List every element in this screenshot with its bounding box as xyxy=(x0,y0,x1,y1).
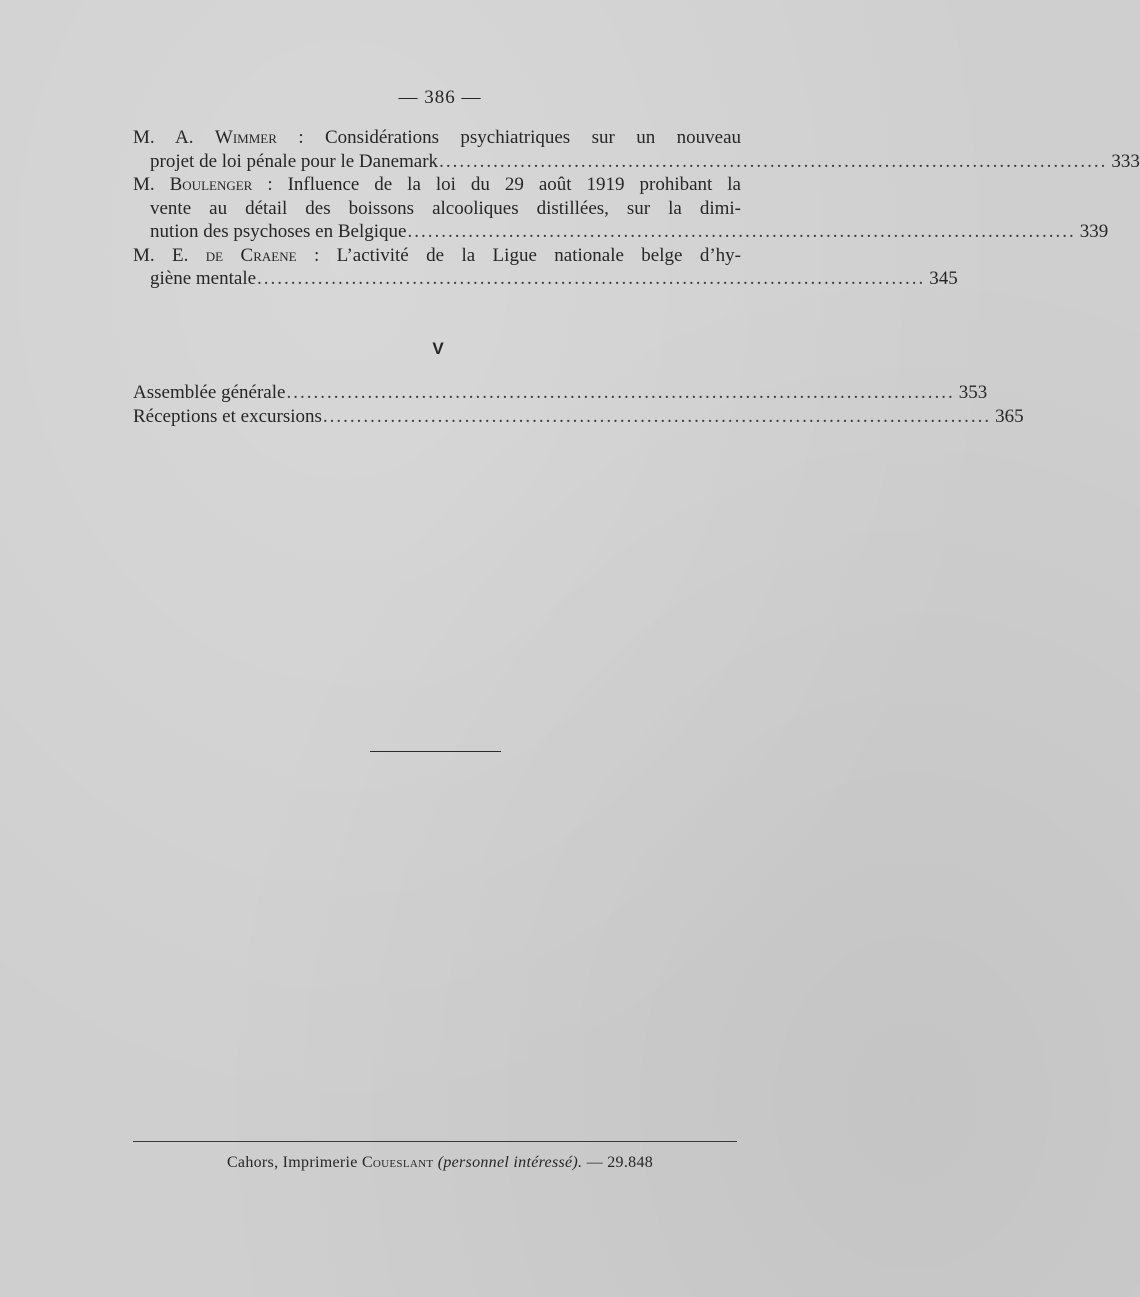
toc-entry-de-craene xyxy=(133,244,958,291)
table-of-contents-part-5 xyxy=(133,381,1024,428)
author-name: Wimmer xyxy=(214,127,277,148)
dot-leader: ................................................................................................... xyxy=(407,221,1076,242)
dot-leader: ................................................................................................... xyxy=(286,382,955,403)
toc-entry-last-line xyxy=(133,267,958,291)
toc-entry-wimmer xyxy=(133,126,1140,173)
author-prefix: M. E. xyxy=(133,244,206,266)
imprint-rule xyxy=(133,1141,737,1142)
toc-entry-first-line xyxy=(133,173,741,197)
end-rule xyxy=(370,751,501,752)
imprint-number: — 29.848 xyxy=(582,1154,654,1171)
toc-entry-last-line xyxy=(133,150,1140,174)
entry-title-text: Réceptions et excursions xyxy=(133,405,322,427)
author-prefix: M. xyxy=(133,174,170,195)
toc-entry-assemblee xyxy=(133,381,988,405)
entry-page-number: 365 xyxy=(995,405,1024,427)
page-number: — 386 — xyxy=(398,87,482,108)
imprint-text: Cahors, Imprimerie xyxy=(226,1154,362,1171)
toc-entry-line xyxy=(133,405,1024,429)
toc-entry-last-line xyxy=(133,220,1109,244)
author-name: Craene xyxy=(223,244,297,266)
entry-page-number: 333 xyxy=(1111,150,1140,172)
entry-title-text: nution des psychoses en Belgique xyxy=(150,221,407,242)
author-particle: de xyxy=(205,244,224,266)
entry-title-text: Assemblée générale xyxy=(133,382,286,403)
author-prefix: M. A. xyxy=(133,127,215,148)
toc-entry-line xyxy=(133,381,988,405)
section-heading: V xyxy=(432,339,444,358)
author-name: Boulenger xyxy=(169,174,253,195)
entry-title-text: projet de loi pénale pour le Danemark xyxy=(150,150,439,172)
entry-page-number: 345 xyxy=(929,268,958,289)
dot-leader: ................................................................................................... xyxy=(257,268,926,289)
dot-leader: ................................................................................................... xyxy=(322,405,992,427)
printer-imprint xyxy=(0,1154,880,1172)
entry-title-text: : Considérations psychiatriques sur un nouveau xyxy=(276,127,741,148)
entry-page-number: 339 xyxy=(1079,221,1109,242)
printer-name: Coueslant xyxy=(361,1154,434,1171)
entry-title-text: giène mentale xyxy=(150,268,257,289)
entry-title-text: : L’activité de la Ligue nationale belge d’hy- xyxy=(296,244,741,266)
entry-page-number: 353 xyxy=(958,382,988,403)
dot-leader: ................................................................................................... xyxy=(439,150,1108,172)
imprint-italic-note: (personnel intéressé). xyxy=(433,1154,583,1171)
entry-title-text: : Influence de la loi du 29 août 1919 prohibant la xyxy=(252,174,741,195)
toc-entry-first-line xyxy=(133,244,741,268)
toc-entry-middle-line: vente au détail des boissons alcooliques distillées, sur la dimi- xyxy=(150,197,741,219)
toc-entry-first-line xyxy=(133,126,741,150)
table-of-contents-part-4 xyxy=(133,126,1140,291)
toc-entry-receptions xyxy=(133,405,1024,429)
toc-entry-boulenger xyxy=(133,173,1109,244)
